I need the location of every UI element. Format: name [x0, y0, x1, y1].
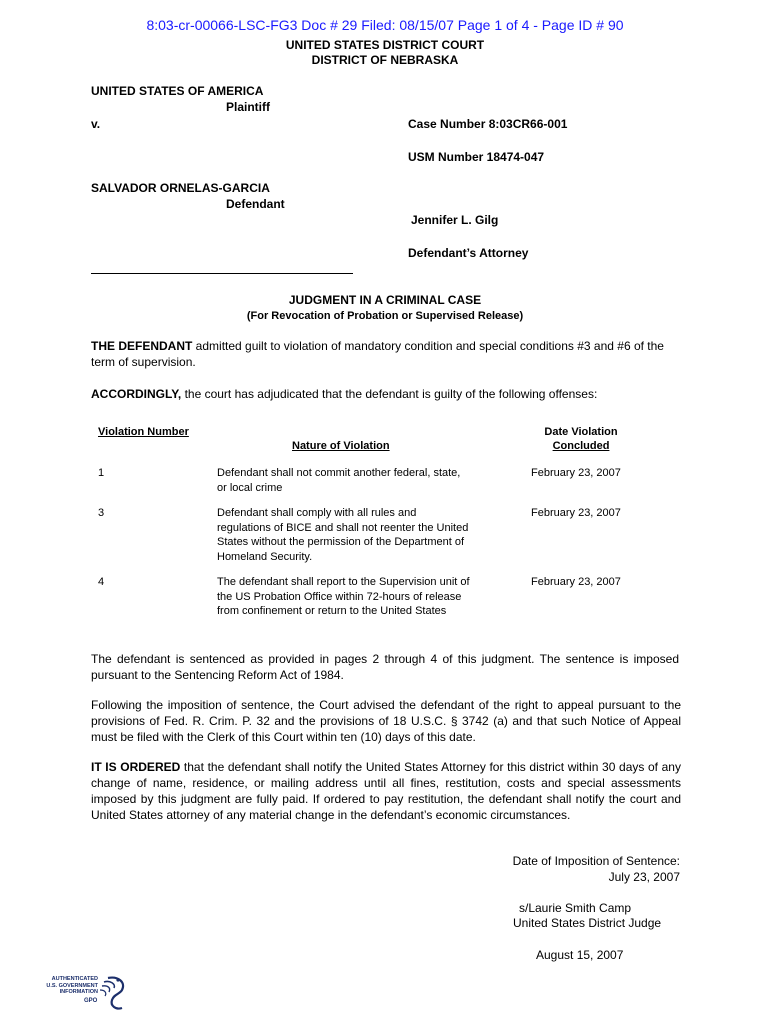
row-number: 1 [98, 467, 105, 479]
row-number: 3 [98, 507, 105, 519]
attorney-role: Defendant’s Attorney [408, 246, 529, 260]
signed-date: August 15, 2007 [536, 948, 624, 962]
signed-by: s/Laurie Smith Camp [519, 901, 632, 915]
accordingly-text: the court has adjudicated that the defendant is guilty of the following offenses: [181, 387, 598, 401]
row-date: February 23, 2007 [531, 467, 621, 479]
row-number: 4 [98, 576, 105, 588]
judgment-subtitle: (For Revocation of Probation or Supervised Release) [246, 310, 524, 322]
seal-line: AUTHENTICATED [51, 976, 98, 982]
imposition-date: July 23, 2007 [608, 870, 680, 884]
imposition-label: Date of Imposition of Sentence: [512, 854, 680, 868]
row-nature: Defendant shall comply with all rules and regulations of BICE and shall not reenter the United States without the permission of the Department of Homeland Security. [217, 507, 469, 563]
accordingly-lead: ACCORDINGLY, [91, 387, 182, 401]
judge-title: United States District Judge [513, 916, 662, 930]
col-violation-number: Violation Number [98, 426, 189, 438]
gpo-authentication-seal [38, 974, 130, 1016]
ordered-text: that the defendant shall notify the United States Attorney for this district within 30 days of any change of name, residence, or mailing address until all fines, restitution, costs and special assessments imposed by this judgment are fully paid. If ordered to pay restitution, the defendant shall notify the court and United States attorney of any material change in the defendant’s economic circumstances. [91, 760, 681, 822]
row-date: February 23, 2007 [531, 507, 621, 519]
appeal-paragraph: Following the imposition of sentence, the Court advised the defendant of the right to appeal pursuant to the provisions of Fed. R. Crim. P. 32 and the provisions of 18 U.S.C. § 3742 (a) and that such Notice of Appeal must be filed with the Clerk of this Court within ten (10) days of this date. [91, 698, 681, 744]
seal-text [38, 976, 98, 996]
col-nature: Nature of Violation [292, 440, 390, 452]
row-nature: Defendant shall not commit another federal, state, or local crime [217, 467, 461, 494]
row-date: February 23, 2007 [531, 576, 621, 588]
seal-line: INFORMATION [59, 989, 98, 995]
defendant-name: SALVADOR ORNELAS-GARCIA [91, 181, 270, 195]
ordered-paragraph [91, 759, 681, 823]
row-nature: The defendant shall report to the Supervision unit of the US Probation Office within 72-hours of release from confinement or return to the United States [217, 576, 470, 617]
defendant-text: admitted guilt to violation of mandatory condition and special conditions #3 and #6 of the term of supervision. [91, 339, 664, 369]
plaintiff-role: Plaintiff [226, 100, 270, 114]
plaintiff-name: UNITED STATES OF AMERICA [91, 84, 264, 98]
case-number: Case Number 8:03CR66-001 [408, 117, 568, 131]
defendant-lead: THE DEFENDANT [91, 339, 193, 353]
sentence-paragraph: The defendant is sentenced as provided in pages 2 through 4 of this judgment. The sentence is imposed pursuant to the Sentencing Reform Act of 1984. [91, 652, 679, 682]
seal-line: U.S. GOVERNMENT [46, 982, 98, 989]
col-date-line2: Concluded [552, 440, 610, 452]
defendant-role: Defendant [226, 197, 285, 211]
col-date-line1: Date Violation [544, 426, 618, 438]
versus-label: v. [91, 117, 101, 131]
usm-number: USM Number 18474-047 [408, 150, 545, 164]
judgment-title: JUDGMENT IN A CRIMINAL CASE [288, 293, 482, 307]
accordingly-paragraph [91, 386, 691, 402]
seal-gpo: GPO [84, 998, 98, 1004]
court-name: UNITED STATES DISTRICT COURT [285, 38, 485, 52]
signature-rule [91, 273, 353, 274]
district-name: DISTRICT OF NEBRASKA [311, 53, 459, 67]
ordered-lead: IT IS ORDERED [91, 760, 181, 774]
defendant-paragraph [91, 338, 681, 370]
case-header-line: 8:03-cr-00066-LSC-FG3 Doc # 29 Filed: 08/15/07 Page 1 of 4 - Page ID # 90 [146, 17, 624, 33]
attorney-name: Jennifer L. Gilg [411, 213, 499, 227]
